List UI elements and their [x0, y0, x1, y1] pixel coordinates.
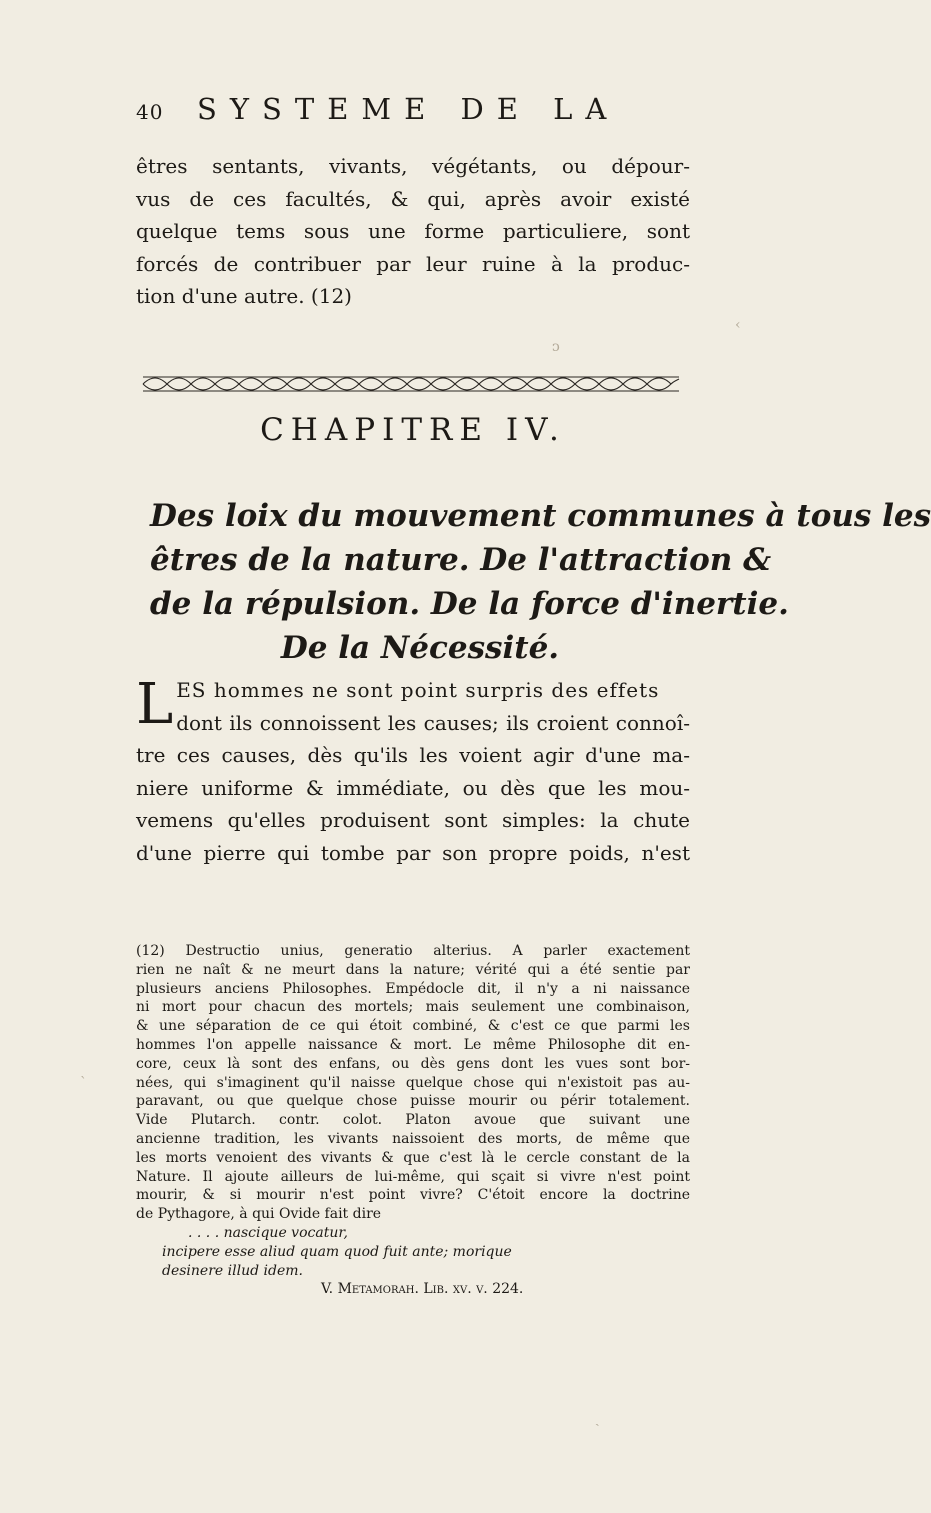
drop-cap: L	[136, 672, 174, 737]
footnote-verse: incipere esse aliud quam quod fuit ante; morique	[162, 1243, 512, 1260]
main-line: niere uniforme & immédiate, ou dès que les mou-	[136, 775, 690, 800]
footnote-line: Nature. Il ajoute ailleurs de lui-même, qui sçait si vivre n'est point	[136, 1168, 690, 1185]
footnote-line: ni mort pour chacun des mortels; mais seulement une combinaison,	[136, 999, 690, 1016]
footnote-line: nées, qui s'imaginent qu'il naisse quelque chose qui n'existoit pas au-	[136, 1074, 690, 1091]
footnote-line: & une séparation de ce qui étoit combiné, & c'est ce que parmi les	[136, 1018, 690, 1035]
intro-line: quelque tems sous une forme particuliere, sont	[136, 219, 690, 243]
footnote-line: core, ceux là sont des enfans, ou dès gens dont les vues sont bor-	[136, 1055, 690, 1072]
footnote-line: plusieurs anciens Philosophes. Empédocle dit, il n'y a ni naissance	[136, 980, 690, 997]
footnote-line: hommes l'on appelle naissance & mort. Le même Philosophe dit en-	[136, 1036, 690, 1053]
footnote-line: Vide Plutarch. contr. colot. Platon avoue que suivant une	[136, 1112, 690, 1129]
main-line: vemens qu'elles produisent sont simples: la chute	[136, 808, 690, 832]
footnote-line: les morts venoient des vivants & que c'est là le cercle constant de la	[136, 1149, 690, 1166]
footnote-line: rien ne naît & ne meurt dans la nature; vérité qui a été sentie par	[136, 961, 690, 978]
footnote	[136, 942, 690, 1299]
footnote-line: ancienne tradition, les vivants naissoient des morts, de même que	[136, 1130, 690, 1147]
intro-paragraph	[136, 150, 690, 308]
intro-line: forcés de contribuer par leur ruine à la produc-	[136, 251, 690, 276]
subtitle-line: Des loix du mouvement communes à tous les	[150, 498, 931, 534]
main-paragraph	[136, 674, 690, 879]
main-line: ES hommes ne sont point surpris des effets	[176, 678, 660, 702]
main-line: dont ils connoissent les causes; ils croient connoî-	[176, 710, 690, 735]
footnote-verse: desinere illud idem.	[162, 1262, 303, 1279]
intro-line: êtres sentants, vivants, végétants, ou dépour-	[136, 154, 690, 178]
chapter-heading: CHAPITRE IV.	[260, 412, 566, 448]
paper-mark: ˎ	[595, 1411, 600, 1427]
decorative-ornament-band	[143, 375, 679, 393]
footnote-line: paravant, ou que quelque chose puisse mourir ou périr totalement.	[136, 1093, 690, 1110]
subtitle-line: de la répulsion. De la force d'inertie.	[150, 586, 789, 622]
main-line: d'une pierre qui tombe par son propre poids, n'est	[136, 840, 690, 865]
paper-mark: ᴐ	[552, 339, 560, 355]
footnote-verse: . . . . nascique vocatur,	[188, 1224, 348, 1241]
footnote-line: mourir, & si mourir n'est point vivre? C'étoit encore la doctrine	[136, 1187, 690, 1204]
subtitle-line: De la Nécessité.	[280, 630, 560, 666]
paper-mark: ‹	[735, 317, 741, 333]
footnote-citation: V. Metamorah. Lib. xv. v. 224.	[321, 1281, 524, 1298]
chapter-subtitle	[150, 494, 931, 670]
footnote-line: de Pythagore, à qui Ovide fait dire	[136, 1206, 382, 1223]
running-head: SYSTEME DE LA	[197, 92, 620, 126]
intro-line: tion d'une autre. (12)	[136, 284, 352, 308]
intro-line: vus de ces facultés, & qui, après avoir existé	[136, 186, 690, 211]
main-line: tre ces causes, dès qu'ils les voient agir d'une ma-	[136, 743, 690, 767]
page-number: 40	[136, 100, 164, 124]
page-header	[136, 92, 696, 132]
footnote-line: (12) Destructio unius, generatio alterius. A parler exactement	[136, 943, 690, 959]
subtitle-line: êtres de la nature. De l'attraction &	[150, 542, 772, 578]
paper-mark: ˋ	[80, 1075, 87, 1091]
